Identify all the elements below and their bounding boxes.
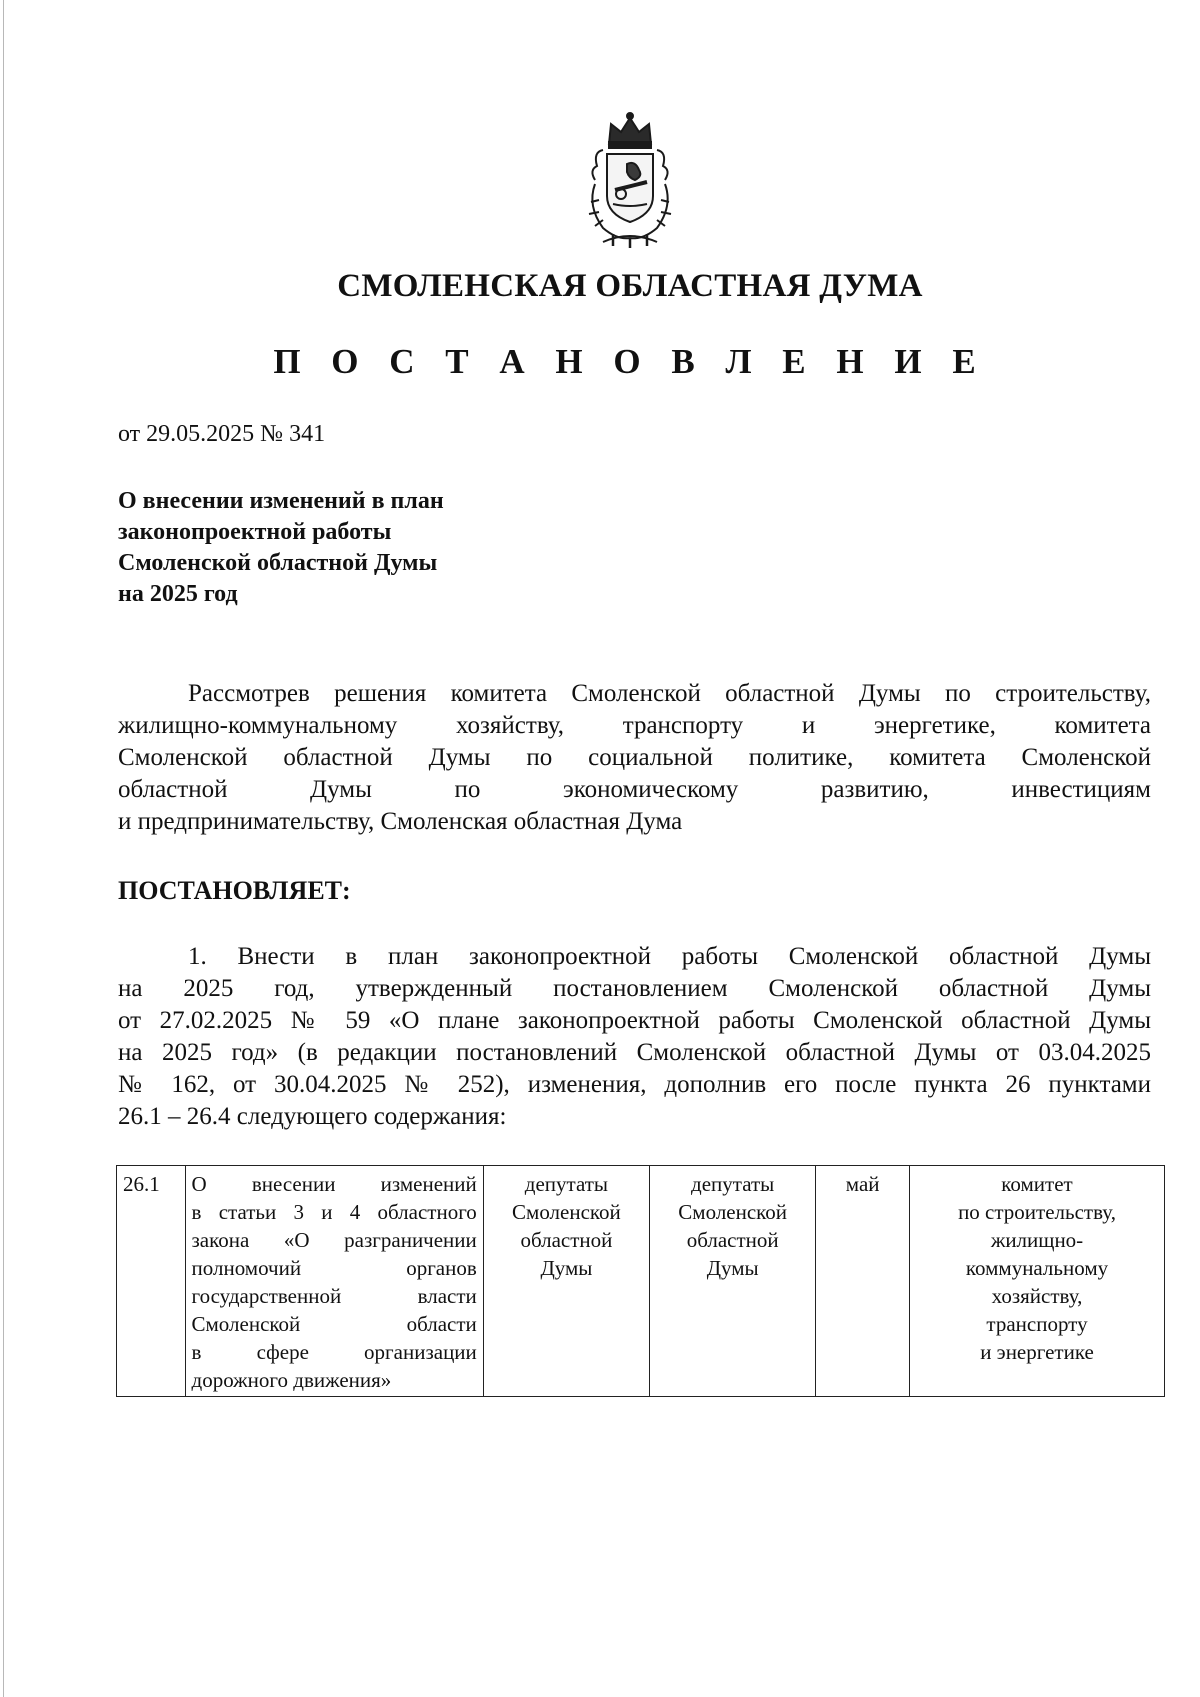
document-date-number: от 29.05.2025 № 341 <box>118 421 326 447</box>
item-1-line: на 2025 год» (в редакции постановлений Смоленской областной Думы от 03.04.2025 <box>118 1039 1151 1066</box>
executors-line: Думы <box>706 1256 759 1280</box>
initiators-line: Смоленской <box>512 1200 621 1224</box>
responsible-line: жилищно- <box>990 1228 1084 1252</box>
preamble-line: Рассмотрев решения комитета Смоленской областной Думы по строительству, <box>188 680 1151 707</box>
initiators-line: Думы <box>540 1256 593 1280</box>
item-1-line: 26.1 – 26.4 следующего содержания: <box>118 1103 507 1130</box>
item-1-line: № 162, от 30.04.2025 № 252), изменения, дополнив его после пункта 26 пунктами <box>118 1071 1151 1098</box>
row-number-cell: 26.1 <box>117 1166 186 1397</box>
subject-line: О внесении изменений в план <box>118 488 444 514</box>
executors-line: Смоленской <box>678 1200 788 1224</box>
preamble-line: жилищно-коммунальному хозяйству, транспорту и энергетике, комитета <box>118 712 1151 739</box>
term-cell: май <box>816 1166 910 1397</box>
responsible-committee-cell <box>910 1166 1165 1397</box>
item-1-paragraph <box>118 941 1151 1133</box>
bill-title-line: государственной власти <box>191 1284 477 1308</box>
bill-title-cell <box>185 1166 483 1397</box>
preamble-paragraph <box>118 678 1151 838</box>
initiators-cell <box>483 1166 649 1397</box>
executors-line: областной <box>686 1228 779 1252</box>
resolves-heading: ПОСТАНОВЛЯЕТ: <box>118 876 351 905</box>
table-row <box>117 1166 1165 1397</box>
responsible-line: транспорту <box>986 1312 1088 1336</box>
document-subject <box>118 486 558 610</box>
item-1-line: 1. Внести в план законопроектной работы Смоленской областной Думы <box>188 943 1151 970</box>
bill-title-line: в статьи 3 и 4 областного <box>191 1200 477 1224</box>
responsible-line: комитет <box>1001 1172 1073 1196</box>
initiators-line: депутаты <box>524 1172 609 1196</box>
preamble-line: областной Думы по экономическому развитию, инвестициям <box>118 776 1151 803</box>
initiators-line: областной <box>520 1228 613 1252</box>
bill-title-line: дорожного движения» <box>191 1368 392 1392</box>
bill-title-line: в сфере организации <box>191 1340 477 1364</box>
responsible-line: коммунальному <box>965 1256 1109 1280</box>
item-1-line: на 2025 год, утвержденный постановлением Смоленской областной Думы <box>118 975 1151 1002</box>
subject-line: Смоленской областной Думы <box>118 550 438 576</box>
plan-table <box>116 1165 1165 1397</box>
bill-title-line: закона «О разграничении <box>191 1228 477 1252</box>
coat-of-arms-icon <box>573 110 687 250</box>
item-1-line: от 27.02.2025 № 59 «О плане законопроектной работы Смоленской областной Думы <box>118 1007 1151 1034</box>
executors-line: депутаты <box>691 1172 775 1196</box>
executors-cell <box>650 1166 816 1397</box>
preamble-line: Смоленской областной Думы по социальной политике, комитета Смоленской <box>118 744 1151 771</box>
scan-edge-line <box>3 0 4 1697</box>
responsible-line: и энергетике <box>980 1340 1094 1364</box>
bill-title-line: полномочий органов <box>191 1256 477 1280</box>
subject-line: на 2025 год <box>118 581 238 607</box>
responsible-line: по строительству, <box>958 1200 1116 1224</box>
responsible-line: хозяйству, <box>991 1284 1083 1308</box>
subject-line: законопроектной работы <box>118 519 392 545</box>
organization-title: СМОЛЕНСКАЯ ОБЛАСТНАЯ ДУМА <box>337 268 923 304</box>
document-type-heading: П О С Т А Н О В Л Е Н И Е <box>273 342 987 381</box>
preamble-line: и предпринимательству, Смоленская областная Дума <box>118 808 683 835</box>
bill-title-line: Смоленской области <box>191 1312 477 1336</box>
bill-title-line: О внесении изменений <box>191 1172 477 1196</box>
